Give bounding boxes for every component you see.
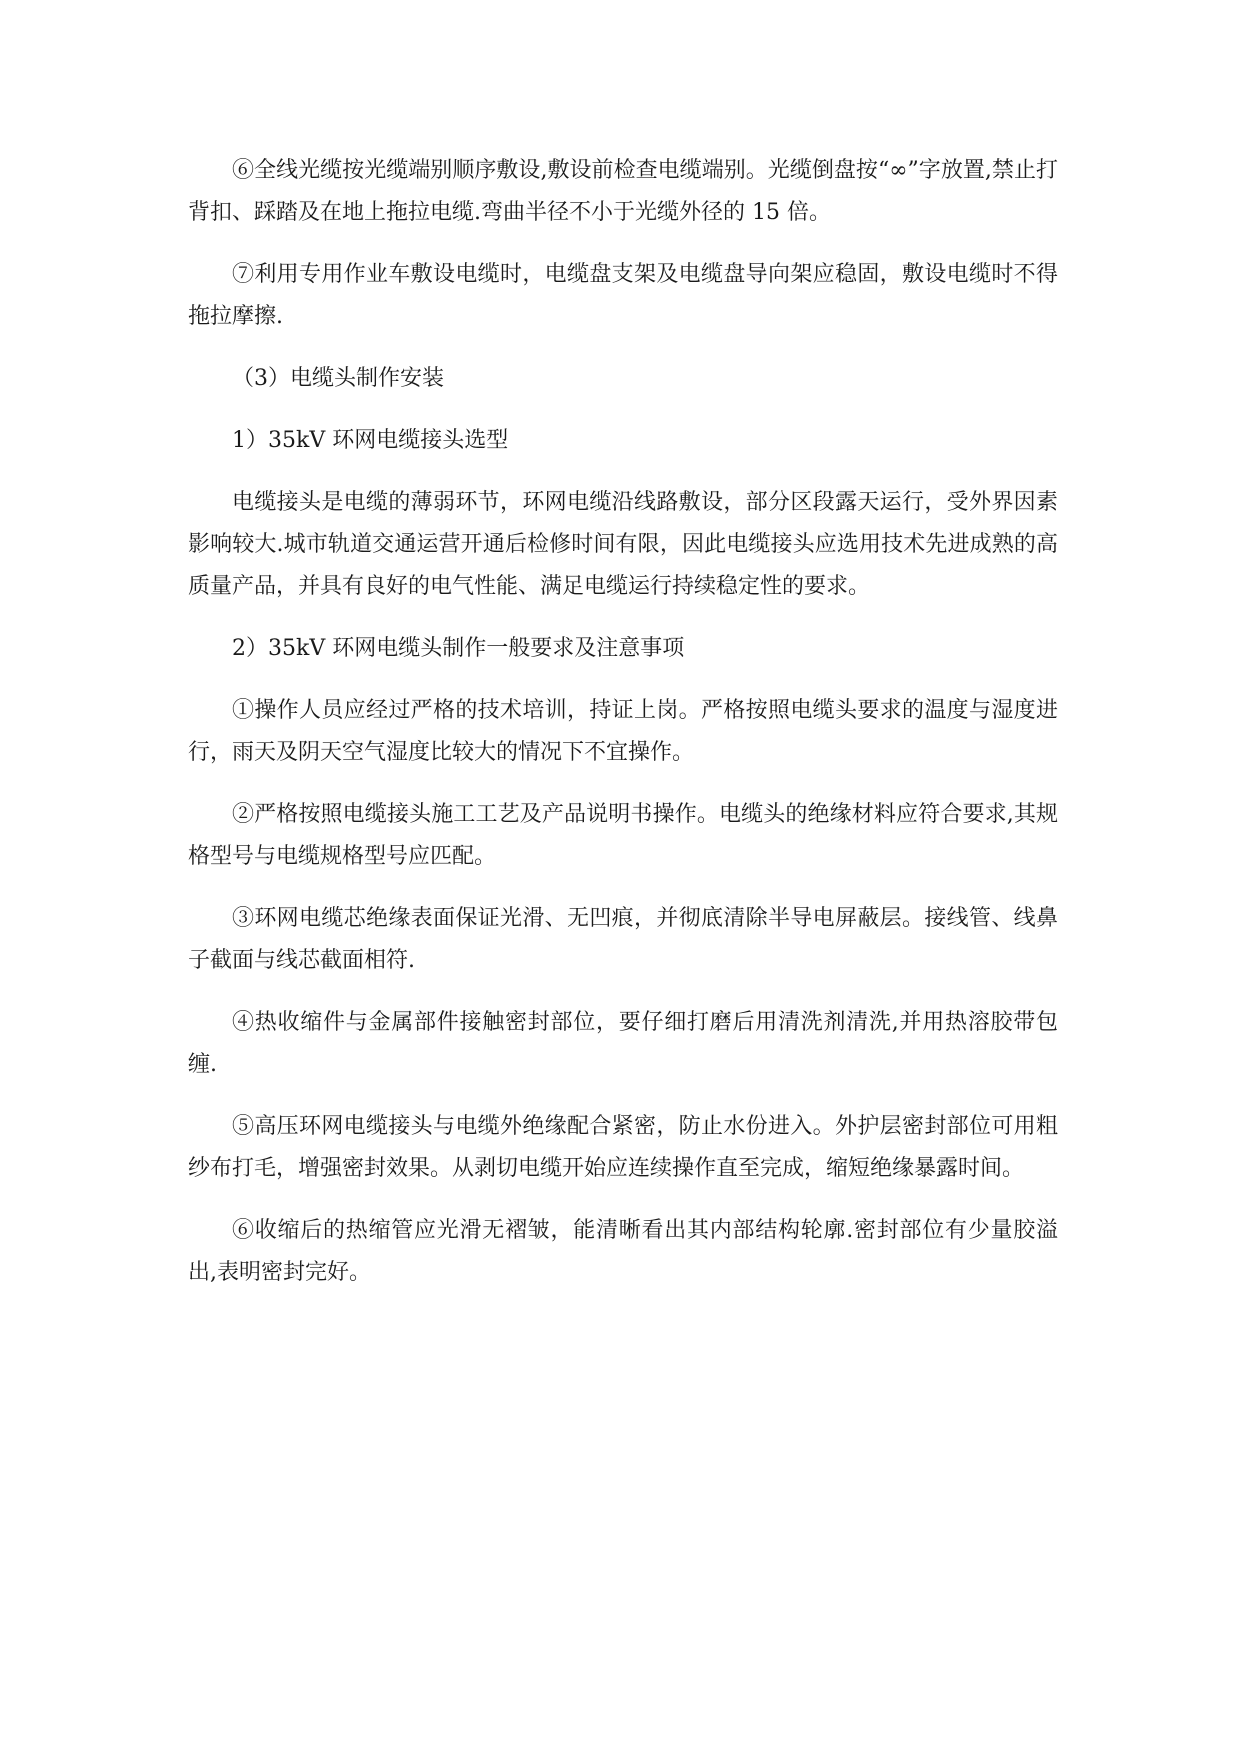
paragraph-heat-shrink-sealing: ④热收缩件与金属部件接触密封部位，要仔细打磨后用清洗剂清洗,并用热溶胶带包缠. <box>188 1010 1058 1077</box>
paragraph-cable-order: ⑥全线光缆按光缆端别顺序敷设,敷设前检查电缆端别。光缆倒盘按“∞”字放置,禁止打背扣、踩踏及在地上拖拉电缆.弯曲半径不小于光缆外径的 15 倍。 <box>188 158 1058 225</box>
paragraph-outer-insulation: ⑤高压环网电缆接头与电缆外绝缘配合紧密，防止水份进入。外护层密封部位可用粗纱布打毛，增强密封效果。从剥切电缆开始应连续操作直至完成，缩短绝缘暴露时间。 <box>188 1114 1058 1181</box>
document-body <box>188 150 1058 1314</box>
paragraph-laying-vehicle: ⑦利用专用作业车敷设电缆时，电缆盘支架及电缆盘导向架应稳固，敷设电缆时不得拖拉摩擦. <box>188 262 1058 329</box>
paragraph-process-instructions: ②严格按照电缆接头施工工艺及产品说明书操作。电缆头的绝缘材料应符合要求,其规格型号与电缆规格型号应匹配。 <box>188 802 1058 869</box>
subsection-heading-requirements: 2）35kV 环网电缆头制作一般要求及注意事项 <box>232 636 685 661</box>
paragraph-operator-training: ①操作人员应经过严格的技术培训，持证上岗。严格按照电缆头要求的温度与湿度进行，雨天及阴天空气湿度比较大的情况下不宜操作。 <box>188 698 1058 765</box>
paragraph-shrink-tube-check: ⑥收缩后的热缩管应光滑无褶皱，能清晰看出其内部结构轮廓.密封部位有少量胶溢出,表明密封完好。 <box>188 1218 1058 1285</box>
paragraph-joint-weak-link: 电缆接头是电缆的薄弱环节，环网电缆沿线路敷设，部分区段露天运行，受外界因素影响较大.城市轨道交通运营开通后检修时间有限，因此电缆接头应选用技术先进成熟的高质量产品，并具有良好的电气性能、满足电缆运行持续稳定性的要求。 <box>188 490 1058 599</box>
section-heading-cable-head: （3）电缆头制作安装 <box>232 366 444 391</box>
paragraph-insulation-surface: ③环网电缆芯绝缘表面保证光滑、无凹痕，并彻底清除半导电屏蔽层。接线管、线鼻子截面与线芯截面相符. <box>188 906 1058 973</box>
subsection-heading-joint-selection: 1）35kV 环网电缆接头选型 <box>232 428 509 453</box>
